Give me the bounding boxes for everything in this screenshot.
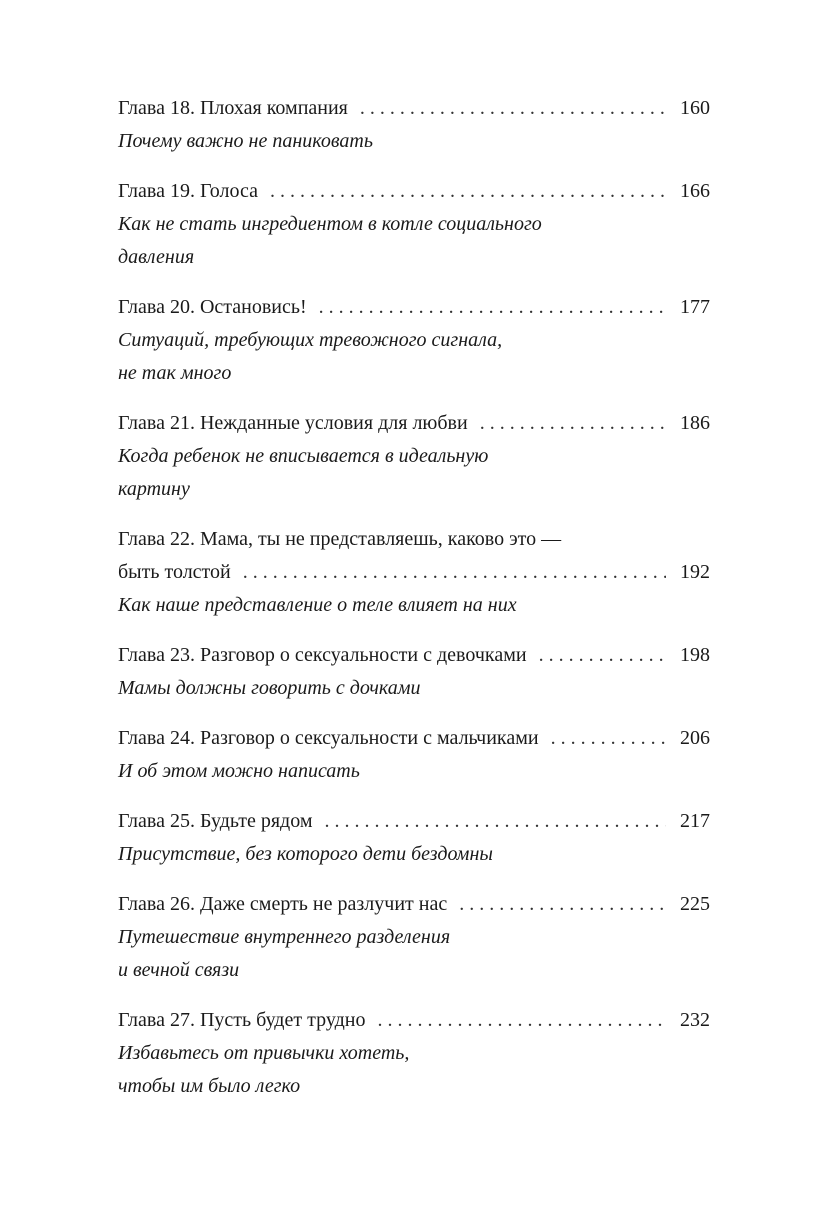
dot-leader [325, 805, 666, 838]
page-number: 177 [680, 296, 710, 318]
chapter-title: Глава 18. Плохая компания [118, 97, 348, 119]
chapter-subtitle: Путешествие внутреннего разделения [118, 926, 451, 948]
dot-leader [377, 1004, 666, 1037]
chapter-subtitle: И об этом можно написать [118, 760, 360, 782]
dot-leader [459, 888, 666, 921]
table-of-contents [118, 92, 710, 1103]
toc-entry-18[interactable] [118, 92, 710, 158]
dot-leader [243, 556, 666, 589]
chapter-title: Глава 24. Разговор о сексуальности с мальчиками [118, 727, 539, 749]
chapter-subtitle: не так много [118, 362, 232, 384]
dot-leader [539, 639, 666, 672]
toc-entry-20[interactable] [118, 291, 710, 390]
chapter-subtitle: и вечной связи [118, 959, 240, 981]
toc-entry-26[interactable] [118, 888, 710, 987]
dot-leader [480, 407, 666, 440]
toc-entry-19[interactable] [118, 175, 710, 274]
chapter-title: Глава 21. Нежданные условия для любви [118, 412, 468, 434]
chapter-title-line1: Глава 22. Мама, ты не представляешь, каково это — [118, 528, 562, 550]
chapter-subtitle: Мамы должны говорить с дочками [118, 677, 421, 699]
dot-leader [319, 291, 666, 324]
page-number: 160 [680, 97, 710, 119]
page-number: 186 [680, 412, 710, 434]
page-number: 206 [680, 727, 710, 749]
toc-entry-27[interactable] [118, 1004, 710, 1103]
toc-entry-24[interactable] [118, 722, 710, 788]
chapter-subtitle: Избавьтесь от привычки хотеть, [118, 1042, 410, 1064]
chapter-title-line2: быть толстой [118, 561, 231, 583]
page-number: 225 [680, 893, 710, 915]
chapter-subtitle: Почему важно не паниковать [118, 130, 373, 152]
chapter-subtitle: давления [118, 246, 195, 268]
toc-entry-21[interactable] [118, 407, 710, 506]
chapter-subtitle: Когда ребенок не вписывается в идеальную [118, 445, 489, 467]
page-number: 232 [680, 1009, 710, 1031]
chapter-title: Глава 19. Голоса [118, 180, 258, 202]
page-number: 198 [680, 644, 710, 666]
chapter-subtitle: Присутствие, без которого дети бездомны [118, 843, 493, 865]
chapter-subtitle: картину [118, 478, 190, 500]
toc-entry-22[interactable] [118, 523, 710, 622]
page-number: 166 [680, 180, 710, 202]
page-number: 217 [680, 810, 710, 832]
chapter-title: Глава 20. Остановись! [118, 296, 307, 318]
chapter-subtitle: чтобы им было легко [118, 1075, 301, 1097]
toc-entry-23[interactable] [118, 639, 710, 705]
chapter-title: Глава 23. Разговор о сексуальности с девочками [118, 644, 527, 666]
toc-entry-25[interactable] [118, 805, 710, 871]
chapter-subtitle: Как наше представление о теле влияет на них [118, 594, 517, 616]
dot-leader [270, 175, 666, 208]
chapter-subtitle: Ситуаций, требующих тревожного сигнала, [118, 329, 503, 351]
chapter-title: Глава 26. Даже смерть не разлучит нас [118, 893, 448, 915]
chapter-subtitle: Как не стать ингредиентом в котле социального [118, 213, 542, 235]
dot-leader [551, 722, 666, 755]
page-number: 192 [680, 561, 710, 583]
chapter-title: Глава 27. Пусть будет трудно [118, 1009, 366, 1031]
dot-leader [360, 92, 666, 125]
chapter-title: Глава 25. Будьте рядом [118, 810, 313, 832]
